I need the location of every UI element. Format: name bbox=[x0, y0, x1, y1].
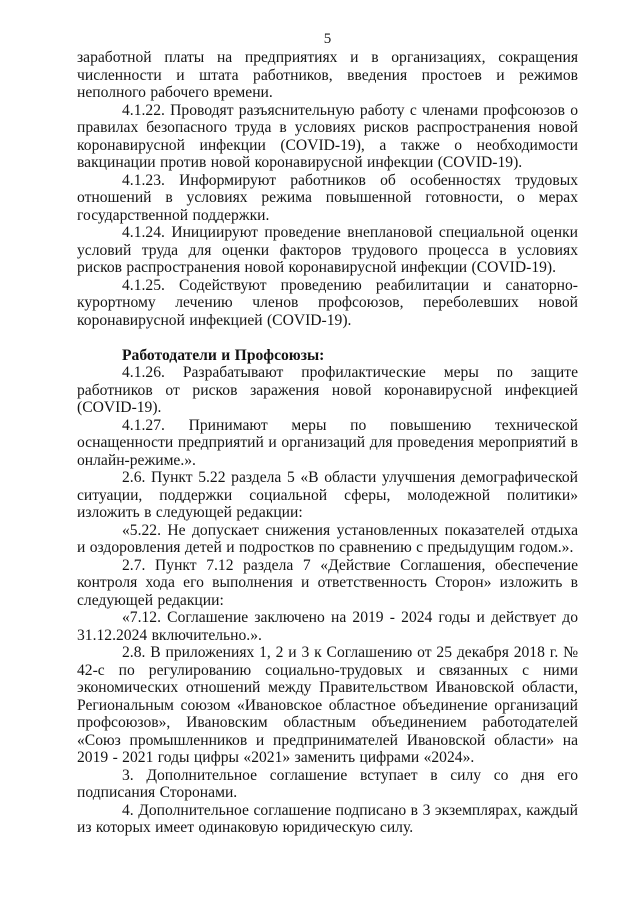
paragraph: заработной платы на предприятиях и в организациях, сокращения численности и штата работников, введения простоев и режимов неполного рабочего времени. bbox=[77, 49, 578, 101]
paragraph: 2.6. Пункт 5.22 раздела 5 «В области улучшения демографической ситуации, поддержки социальной сферы, молодежной политики» изложить в следующей редакции: bbox=[77, 469, 578, 521]
paragraph: 4.1.26. Разрабатывают профилактические меры по защите работников от рисков заражения новой коронавирусной инфекцией (COVID-19). bbox=[77, 364, 578, 416]
paragraph: «5.22. Не допускает снижения установленных показателей отдыха и оздоровления детей и подростков по сравнению с предыдущим годом.». bbox=[77, 521, 578, 556]
paragraph: 4.1.23. Информируют работников об особенностях трудовых отношений в условиях режима повышенной готовности, о мерах государственной поддержки. bbox=[77, 171, 578, 224]
paragraph: 4.1.24. Инициируют проведение внеплановой специальной оценки условий труда для оценки факторов трудового процесса в условиях рисков распространения новой коронавирусной инфекции (COVID-19). bbox=[77, 224, 578, 276]
section-heading: Работодатели и Профсоюзы: bbox=[122, 346, 325, 364]
paragraph: 4. Дополнительное соглашение подписано в 3 экземплярах, каждый из которых имеет одинаковую юридическую силу. bbox=[77, 801, 578, 836]
page-number: 5 bbox=[323, 31, 332, 47]
paragraph: 2.7. Пункт 7.12 раздела 7 «Действие Соглашения, обеспечение контроля хода его выполнения и ответственность Сторон» изложить в следующей редакции: bbox=[77, 556, 578, 609]
document-body bbox=[77, 49, 578, 837]
paragraph: 4.1.27. Принимают меры по повышению технической оснащенности предприятий и организаций для проведения мероприятий в онлайн-режиме.». bbox=[77, 416, 578, 469]
paragraph: 2.8. В приложениях 1, 2 и 3 к Соглашению от 25 декабря 2018 г. № 42-с по регулированию социально-трудовых и связанных с ними экономических отношений между Правительством Ивановской области, Региональным союзом «Ивановское областное объединение организаций профсоюзов», Ивановским областным объединением работодателей «Союз промышленников и предпринимателей Ивановской области» на 2019 - 2021 годы цифры «2021» заменить цифрами «2024». bbox=[77, 644, 578, 766]
paragraph: 4.1.22. Проводят разъяснительную работу с членами профсоюзов о правилах безопасного труда в условиях рисков распространения новой коронавирусной инфекции (COVID-19), а также о необходимости вакцинации против новой коронавирусной инфекции (COVID-19). bbox=[77, 101, 578, 171]
paragraph: «7.12. Соглашение заключено на 2019 - 2024 годы и действует до 31.12.2024 включительно.». bbox=[77, 609, 578, 644]
paragraph: 4.1.25. Содействуют проведению реабилитации и санаторно-курортному лечению членов профсоюзов, переболевших новой коронавирусной инфекцией (COVID-19). bbox=[77, 276, 578, 329]
paragraph: 3. Дополнительное соглашение вступает в силу со дня его подписания Сторонами. bbox=[77, 766, 578, 801]
